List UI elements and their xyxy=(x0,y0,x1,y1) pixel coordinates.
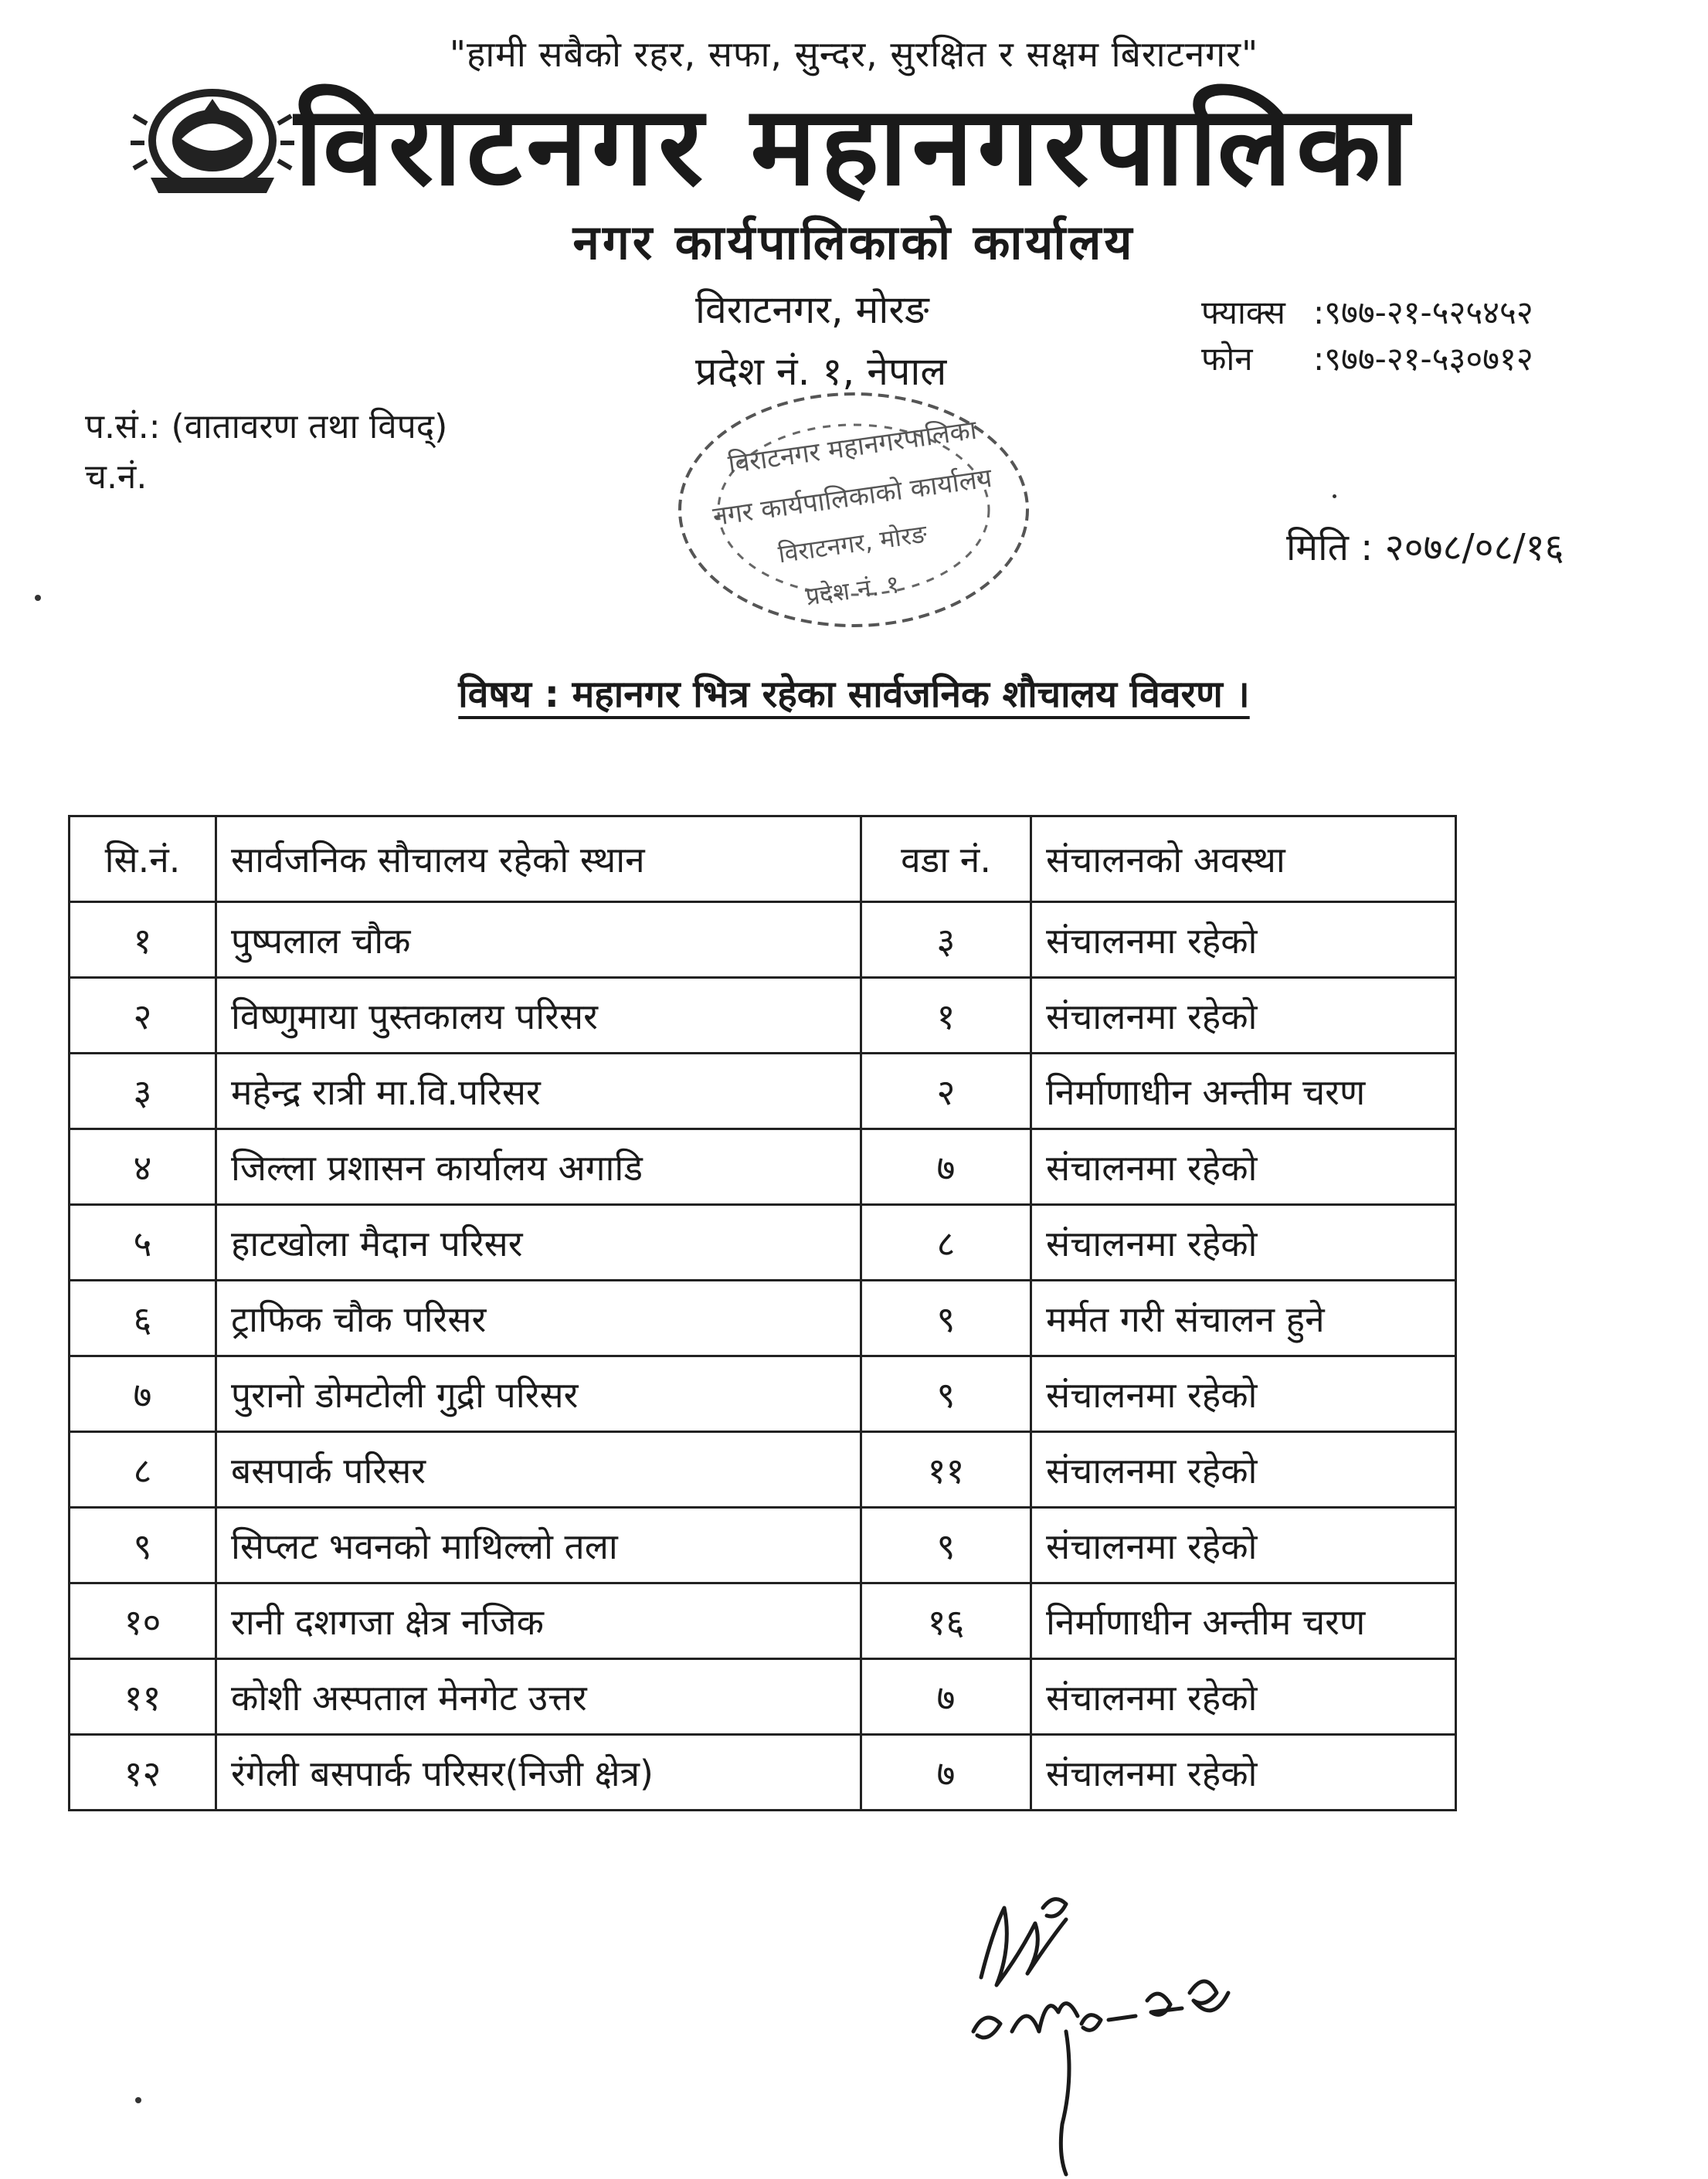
cell-location: जिल्ला प्रशासन कार्यालय अगाडि xyxy=(216,1129,861,1205)
cell-location: रंगेली बसपार्क परिसर(निजी क्षेत्र) xyxy=(216,1735,861,1811)
cell-status: संचालनमा रहेको xyxy=(1031,902,1456,978)
cell-ward: ७ xyxy=(861,1659,1031,1735)
cell-status: संचालनमा रहेको xyxy=(1031,1432,1456,1508)
table-row xyxy=(70,1129,1456,1205)
header-location: सार्वजनिक सौचालय रहेको स्थान xyxy=(216,816,861,902)
header-status: संचालनको अवस्था xyxy=(1031,816,1456,902)
reference-number: प.सं.: (वातावरण तथा विपद्) xyxy=(85,407,448,446)
cell-location: पुष्पलाल चौक xyxy=(216,902,861,978)
table-row xyxy=(70,902,1456,978)
fax-label: फ्याक्स xyxy=(1201,294,1285,331)
table-header-row xyxy=(70,816,1456,902)
scan-speck xyxy=(1333,494,1336,498)
cell-ward: १ xyxy=(861,978,1031,1054)
cell-ward: १६ xyxy=(861,1583,1031,1659)
cell-location: बसपार्क परिसर xyxy=(216,1432,861,1508)
cell-serial: ३ xyxy=(70,1054,216,1129)
cell-ward: ९ xyxy=(861,1356,1031,1432)
public-toilet-table xyxy=(68,815,1457,1811)
cell-ward: ९ xyxy=(861,1281,1031,1356)
fax-number: :९७७-२१-५२५४५२ xyxy=(1313,294,1533,331)
cell-location: पुरानो डोमटोली गुद्री परिसर xyxy=(216,1356,861,1432)
cell-serial: १ xyxy=(70,902,216,978)
cell-serial: २ xyxy=(70,978,216,1054)
cell-location: कोशी अस्पताल मेनगेट उत्तर xyxy=(216,1659,861,1735)
cell-serial: ७ xyxy=(70,1356,216,1432)
office-subtitle: नगर कार्यपालिकाको कार्यालय xyxy=(572,214,1136,270)
cell-location: रानी दशगजा क्षेत्र नजिक xyxy=(216,1583,861,1659)
document-date: मिति : २०७८/०८/१६ xyxy=(1286,526,1564,569)
cell-serial: ९ xyxy=(70,1508,216,1583)
subject-text: विषय : महानगर भित्र रहेका सार्वजनिक शौचालय विवरण । xyxy=(458,673,1250,716)
table-row xyxy=(70,1659,1456,1735)
svg-text:विराटनगर, मोरङ: विराटनगर, मोरङ xyxy=(776,518,929,569)
cell-location: विष्णुमाया पुस्तकालय परिसर xyxy=(216,978,861,1054)
scan-speck xyxy=(35,595,41,601)
cell-ward: ११ xyxy=(861,1432,1031,1508)
cell-serial: ५ xyxy=(70,1205,216,1281)
cell-status: संचालनमा रहेको xyxy=(1031,1508,1456,1583)
table-row xyxy=(70,1583,1456,1659)
cell-location: हाटखोला मैदान परिसर xyxy=(216,1205,861,1281)
handwritten-signature xyxy=(950,1877,1306,2178)
table-row xyxy=(70,1356,1456,1432)
table-row xyxy=(70,1508,1456,1583)
cell-ward: ७ xyxy=(861,1129,1031,1205)
header-serial: सि.नं. xyxy=(70,816,216,902)
address-line-2: प्रदेश नं. १, नेपाल xyxy=(695,349,947,394)
cell-status: मर्मत गरी संचालन हुने xyxy=(1031,1281,1456,1356)
cell-status: संचालनमा रहेको xyxy=(1031,1735,1456,1811)
cell-location: ट्राफिक चौक परिसर xyxy=(216,1281,861,1356)
cell-status: संचालनमा रहेको xyxy=(1031,1205,1456,1281)
official-stamp xyxy=(668,382,1039,637)
cell-status: संचालनमा रहेको xyxy=(1031,1356,1456,1432)
cell-location: महेन्द्र रात्री मा.वि.परिसर xyxy=(216,1054,861,1129)
phone-number: :९७७-२१-५३०७१२ xyxy=(1313,340,1533,378)
cell-ward: ९ xyxy=(861,1508,1031,1583)
table-row xyxy=(70,1281,1456,1356)
table-row xyxy=(70,1735,1456,1811)
cell-ward: २ xyxy=(861,1054,1031,1129)
municipality-motto: "हामी सबैको रहर, सफा, सुन्दर, सुरक्षित र सक्षम बिराटनगर" xyxy=(449,33,1259,75)
svg-text:प्रदेश नं. १: प्रदेश नं. १ xyxy=(803,569,902,612)
cell-status: निर्माणाधीन अन्तीम चरण xyxy=(1031,1054,1456,1129)
subject-line xyxy=(0,668,1708,718)
table-row xyxy=(70,1054,1456,1129)
cell-status: संचालनमा रहेको xyxy=(1031,978,1456,1054)
cell-location: सिप्लट भवनको माथिल्लो तला xyxy=(216,1508,861,1583)
cell-serial: ११ xyxy=(70,1659,216,1735)
cell-serial: ८ xyxy=(70,1432,216,1508)
scan-speck xyxy=(135,2097,141,2103)
cell-ward: ७ xyxy=(861,1735,1031,1811)
cell-serial: १२ xyxy=(70,1735,216,1811)
cell-status: निर्माणाधीन अन्तीम चरण xyxy=(1031,1583,1456,1659)
cell-serial: ४ xyxy=(70,1129,216,1205)
phone-label: फोन xyxy=(1201,340,1253,378)
table-row xyxy=(70,1205,1456,1281)
cell-ward: ८ xyxy=(861,1205,1031,1281)
table-row xyxy=(70,1432,1456,1508)
header-ward: वडा नं. xyxy=(861,816,1031,902)
municipality-title: विराटनगर महानगरपालिका xyxy=(294,83,1414,210)
svg-text:विराटनगर महानगरपालिका: विराटनगर महानगरपालिका xyxy=(726,414,979,480)
cell-serial: १० xyxy=(70,1583,216,1659)
cell-status: संचालनमा रहेको xyxy=(1031,1659,1456,1735)
address-line-1: विराटनगर, मोरङ xyxy=(695,287,929,332)
cell-status: संचालनमा रहेको xyxy=(1031,1129,1456,1205)
dispatch-number: च.नं. xyxy=(85,457,148,497)
cell-ward: ३ xyxy=(861,902,1031,978)
cell-serial: ६ xyxy=(70,1281,216,1356)
table-row xyxy=(70,978,1456,1054)
svg-text:नगर कार्यपालिकाको कार्यालय: नगर कार्यपालिकाको कार्यालय xyxy=(711,462,994,533)
